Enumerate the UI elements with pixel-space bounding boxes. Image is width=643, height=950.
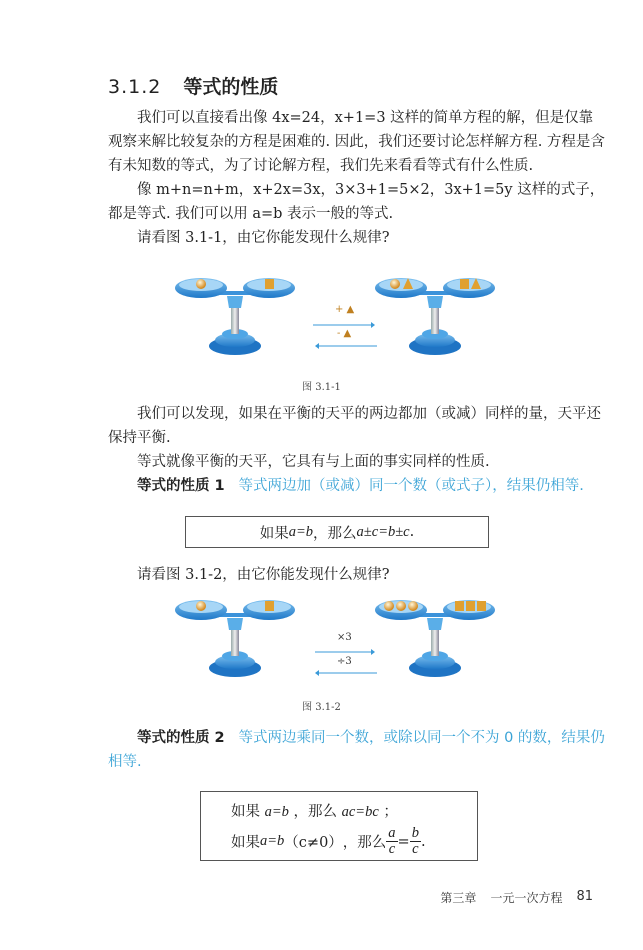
- backward-arrow: [315, 670, 377, 676]
- formula-result: a±c=b±c: [356, 523, 410, 540]
- ball-icon: [196, 279, 206, 289]
- formula-sep: ，那么: [342, 835, 387, 851]
- page-footer: [440, 889, 593, 906]
- formula-end: ；: [383, 804, 398, 820]
- formula-line-1: [231, 800, 477, 822]
- ball-icon: [384, 601, 394, 611]
- property-1-label: 等式的性质 1: [137, 478, 225, 494]
- backward-arrow: [315, 343, 377, 349]
- property-2: [108, 726, 605, 774]
- left-scale: [175, 278, 295, 355]
- section-number: 3.1.2: [108, 76, 162, 98]
- formula-condition: a=b: [288, 523, 314, 540]
- property-1: [108, 474, 605, 498]
- cube-icon: [460, 279, 469, 289]
- forward-label: ×3: [337, 632, 352, 643]
- formula-nonzero-condition: （c≠0）: [284, 835, 343, 851]
- formula-condition: a=b: [260, 833, 285, 849]
- intro-p2: 像 m+n=n+m，x+2x=3x，3×3+1=5×2，3x+1=5y 这样的式子，都是等式. 我们可以用 a=b 表示一般的等式.: [108, 182, 605, 222]
- property-1-text: 等式两边加（或减）同一个数（或式子），结果仍相等.: [238, 478, 584, 494]
- left-scale: [175, 600, 295, 677]
- figure-2-prompt-container: [108, 563, 605, 587]
- right-scale: [375, 278, 495, 355]
- discussion-p2: 等式就像平衡的天平，它具有与上面的事实同样的性质.: [137, 454, 490, 470]
- figure-1-caption: 图 3.1-1: [302, 382, 341, 393]
- cube-icon: [265, 279, 274, 289]
- ball-icon: [196, 601, 206, 611]
- formula-prefix: 如果: [231, 835, 260, 851]
- property-1-formula-box: [185, 516, 489, 548]
- backward-label: - ▲: [337, 328, 352, 339]
- forward-label: + ▲: [335, 304, 355, 315]
- equals-sign: =: [397, 833, 410, 850]
- cube-icon: [477, 601, 486, 611]
- section-heading: [108, 72, 278, 99]
- formula-line-2: [231, 826, 477, 857]
- property-2-text-line1: 等式两边乘同一个数，或除以同一个不为 0 的数，结果仍: [238, 730, 605, 746]
- right-scale: [375, 600, 495, 677]
- formula-result: ac=bc: [341, 804, 379, 820]
- intro-p3: 请看图 3.1-1，由它你能发现什么规律?: [137, 230, 390, 246]
- property-2-formula-box: [200, 791, 478, 861]
- cube-icon: [265, 601, 274, 611]
- discussion-p1: 我们可以发现，如果在平衡的天平的两边都加（或减）同样的量，天平还保持平衡.: [108, 406, 601, 446]
- property-2-text-line2: 相等.: [108, 754, 142, 770]
- ball-icon: [408, 601, 418, 611]
- property-2-label: 等式的性质 2: [137, 730, 225, 746]
- page-number: 81: [576, 889, 593, 904]
- cube-icon: [455, 601, 464, 611]
- ball-icon: [396, 601, 406, 611]
- intro-paragraphs: [108, 106, 605, 250]
- chapter-label: 第三章: [440, 891, 477, 905]
- formula-condition: a=b: [264, 804, 289, 820]
- formula-prefix: 如果: [259, 525, 289, 542]
- forward-arrow: [315, 649, 375, 655]
- fraction-a-over-c: $\frac{a}{c}$: [388, 825, 396, 857]
- formula-sep: ，那么: [313, 525, 357, 542]
- backward-label: ÷3: [337, 656, 352, 667]
- section-title: 等式的性质: [183, 76, 279, 98]
- chapter-title: 一元一次方程: [490, 891, 563, 905]
- figure-3-1-2: [175, 590, 500, 680]
- fraction-b-over-c: $\frac{b}{c}$: [411, 825, 419, 857]
- formula-prefix: 如果: [231, 804, 260, 820]
- ball-icon: [390, 279, 400, 289]
- discussion: [108, 402, 605, 498]
- intro-p1: 我们可以直接看出像 4x=24，x+1=3 这样的简单方程的解，但是仅靠观察来解比较复杂的方程是困难的. 因此，我们还要讨论怎样解方程. 方程是含有未知数的等式，为了讨论解方程，我们先来看看等式有什么性质.: [108, 110, 605, 174]
- figure-3-1-1: [175, 268, 495, 358]
- formula-sep: ，那么: [293, 804, 338, 820]
- formula-end: .: [409, 524, 415, 540]
- figure-2-caption: 图 3.1-2: [302, 702, 341, 713]
- cube-icon: [466, 601, 475, 611]
- formula-end: .: [420, 833, 426, 850]
- figure-2-prompt: 请看图 3.1-2，由它你能发现什么规律?: [137, 567, 390, 583]
